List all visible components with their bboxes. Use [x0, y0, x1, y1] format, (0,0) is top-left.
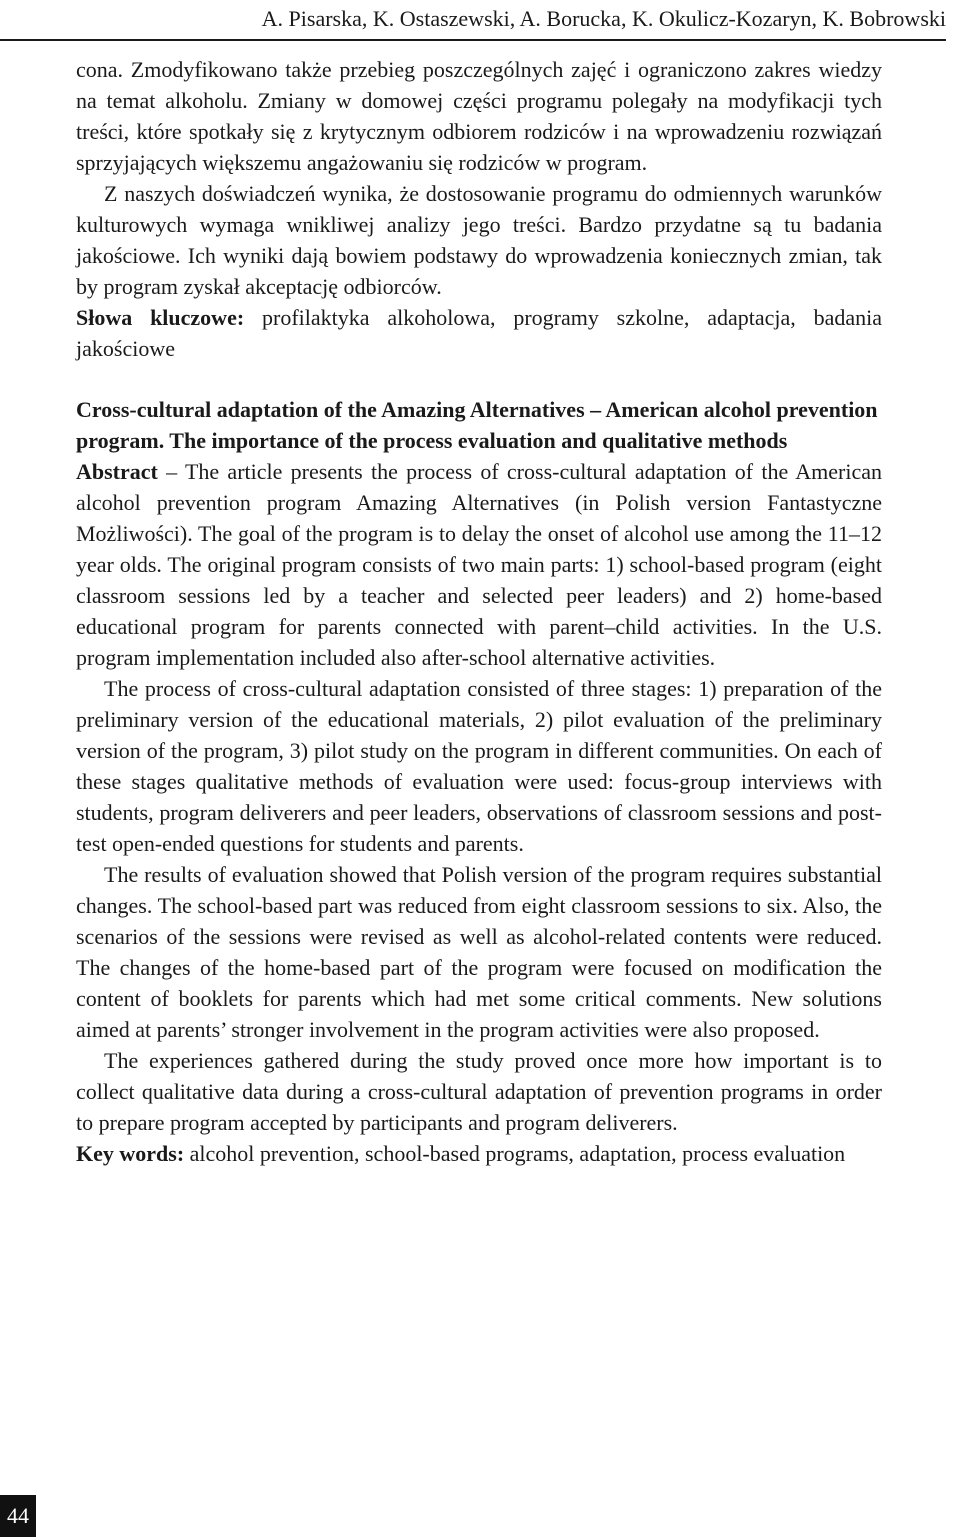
page-number: 44 [0, 1495, 36, 1537]
polish-paragraph-2: Z naszych doświadczeń wynika, że dostosowanie programu do odmiennych warunków kulturowych wymaga wnikliwej analizy jego treści. Bardzo przydatne są tu badania jakościowe. Ich wyniki dają bowiem podstawy do wprowadzenia koniecznych zmian, tak by program zyskał akceptację odbiorców. [76, 181, 882, 299]
abstract-paragraph-4: The experiences gathered during the study proved once more how important is to collect qualitative data during a cross-cultural adaptation of prevention programs in order to prepare program accepted by participants and program deliverers. [76, 1048, 882, 1135]
abstract-paragraph-3: The results of evaluation showed that Polish version of the program requires substantial changes. The school-based part was reduced from eight classroom sessions to six. Also, the scenarios of the sessions were revised as well as alcohol-related contents were reduced. The changes of the home-based part of the program were focused on modification the content of booklets for parents which had met some critical comments. New solutions aimed at parents’ stronger involvement in the program activities were also proposed. [76, 862, 882, 1042]
polish-keywords-text: profilaktyka alkoholowa, programy szkolne, adaptacja, badania jakościowe [76, 305, 883, 361]
polish-paragraph-1: cona. Zmodyfikowano także przebieg poszczególnych zajęć i ograniczono zakres wiedzy na temat alkoholu. Zmiany w domowej części programu polegały na modyfikacji tych treści, które spotkały się z krytycznym odbiorem rodziców i na wprowadzeniu rozwiązań sprzyjających większemu angażowaniu się rodziców w program. [76, 57, 882, 175]
page-body [76, 54, 882, 1169]
polish-keywords [76, 302, 882, 364]
section-gap [76, 364, 882, 394]
abstract-paragraph-1 [76, 456, 882, 673]
english-keywords [76, 1138, 882, 1169]
header-authors: A. Pisarska, K. Ostaszewski, A. Borucka, K. Okulicz-Kozaryn, K. Bobrowski [261, 6, 946, 31]
abstract-label: Abstract [76, 459, 158, 484]
english-keywords-text: alcohol prevention, school-based programs, adaptation, process evaluation [184, 1141, 846, 1166]
abstract-paragraph-2: The process of cross-cultural adaptation consisted of three stages: 1) preparation of the preliminary version of the educational materials, 2) pilot evaluation of the preliminary version of the program, 3) pilot study on the program in different communities. On each of these stages qualitative methods of evaluation were used: focus-group interviews with students, program deliverers and peer leaders, observations of classroom sessions and post-test open-ended questions for students and parents. [76, 676, 882, 856]
english-keywords-label: Key words: [76, 1141, 185, 1166]
english-title: Cross-cultural adaptation of the Amazing Alternatives – American alcohol prevention program. The importance of the process evaluation and qualitative methods [76, 397, 878, 453]
abstract-text-1: – The article presents the process of cross-cultural adaptation of the American alcohol prevention program Amazing Alternatives (in Polish version Fantastyczne Możliwości). The goal of the program is to delay the onset of alcohol use among the 11–12 year olds. The original program consists of two main parts: 1) school-based program (eight classroom sessions led by a teacher and selected peer leaders) and 2) home-based educational program for parents connected with parent–child activities. In the U.S. program implementation included also after-school alternative activities. [76, 459, 882, 670]
header-rule [0, 39, 946, 41]
running-header [0, 0, 946, 40]
polish-keywords-label: Słowa kluczowe: [76, 305, 245, 330]
